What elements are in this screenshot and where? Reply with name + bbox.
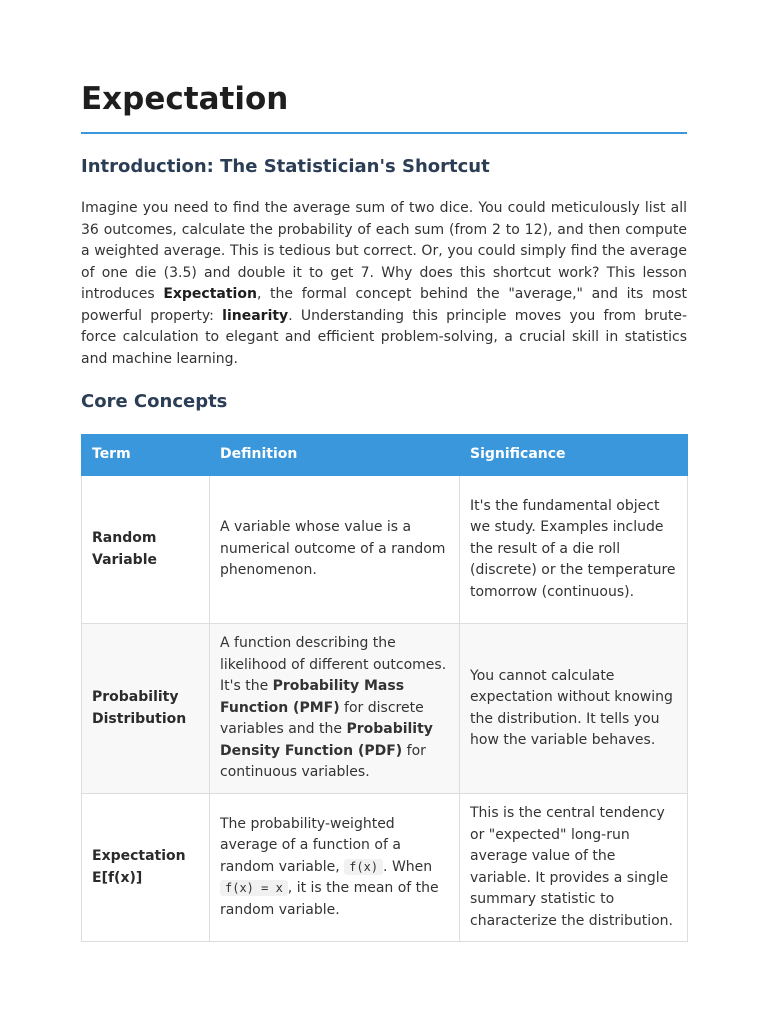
intro-text-2: , the formal concept behind the "average," and its most powerful property: — [81, 286, 687, 324]
significance-cell: You cannot calculate expectation without knowing the distribution. It tells you how the variable behaves. — [460, 624, 688, 794]
intro-bold-expectation: Expectation — [163, 286, 257, 302]
definition-text: for discrete variables and the — [220, 699, 424, 738]
inline-code: f(x) — [344, 859, 383, 875]
core-concepts-heading: Core Concepts — [81, 391, 228, 412]
significance-cell: It's the fundamental object we study. Examples include the result of a die roll (discrete) or the temperature tomorrow (continuous). — [460, 476, 688, 624]
definition-text: , it is the mean of the random variable. — [220, 880, 439, 918]
core-concepts-table — [81, 434, 688, 942]
intro-text-3: . Understanding this principle moves you from brute-force calculation to elegant and efficient problem-solving, a crucial skill in statistics and machine learning. — [81, 307, 688, 367]
header-term: Term — [82, 435, 210, 476]
definition-text: for continuous variables. — [220, 742, 426, 781]
intro-bold-linearity: linearity — [222, 307, 289, 324]
header-significance: Significance — [460, 435, 688, 476]
term-cell: Probability Distribution — [82, 624, 210, 794]
header-definition: Definition — [210, 435, 460, 476]
definition-text: . When — [383, 858, 433, 875]
definition-bold-pmf: Probability Mass Function (PMF) — [220, 678, 405, 716]
intro-text-1: Imagine you need to find the average sum of two dice. You could meticulously list all 36 outcomes, calculate the probability of each sum (from 2 to 12), and then compute a weighted average. This is tedious but correct. Or, you could simply find the average of one die (3.5) and double it to get 7. Why does this shortcut work? This lesson introduces — [81, 200, 687, 302]
intro-paragraph — [81, 198, 687, 370]
table-row — [82, 624, 688, 794]
table-header-row — [82, 435, 688, 476]
page-title: Expectation — [81, 81, 289, 117]
definition-bold-pdf: Probability Density Function (PDF) — [220, 721, 433, 759]
intro-heading: Introduction: The Statistician's Shortcut — [81, 156, 490, 177]
table-row — [82, 794, 688, 942]
definition-cell: A variable whose value is a numerical outcome of a random phenomenon. — [210, 476, 460, 624]
definition-cell — [210, 624, 460, 794]
inline-code: f(x) = x — [220, 880, 288, 896]
definition-cell — [210, 794, 460, 942]
significance-cell: This is the central tendency or "expected" long-run average value of the variable. It provides a single summary statistic to characterize the distribution. — [460, 794, 688, 942]
term-cell: Expectation E[f(x)] — [82, 794, 210, 942]
table-row — [82, 476, 688, 624]
term-cell: Random Variable — [82, 476, 210, 624]
definition-text: The probability-weighted average of a function of a random variable, — [220, 815, 401, 875]
title-divider — [81, 132, 687, 134]
definition-text: A function describing the likelihood of different outcomes. It's the — [220, 635, 447, 695]
